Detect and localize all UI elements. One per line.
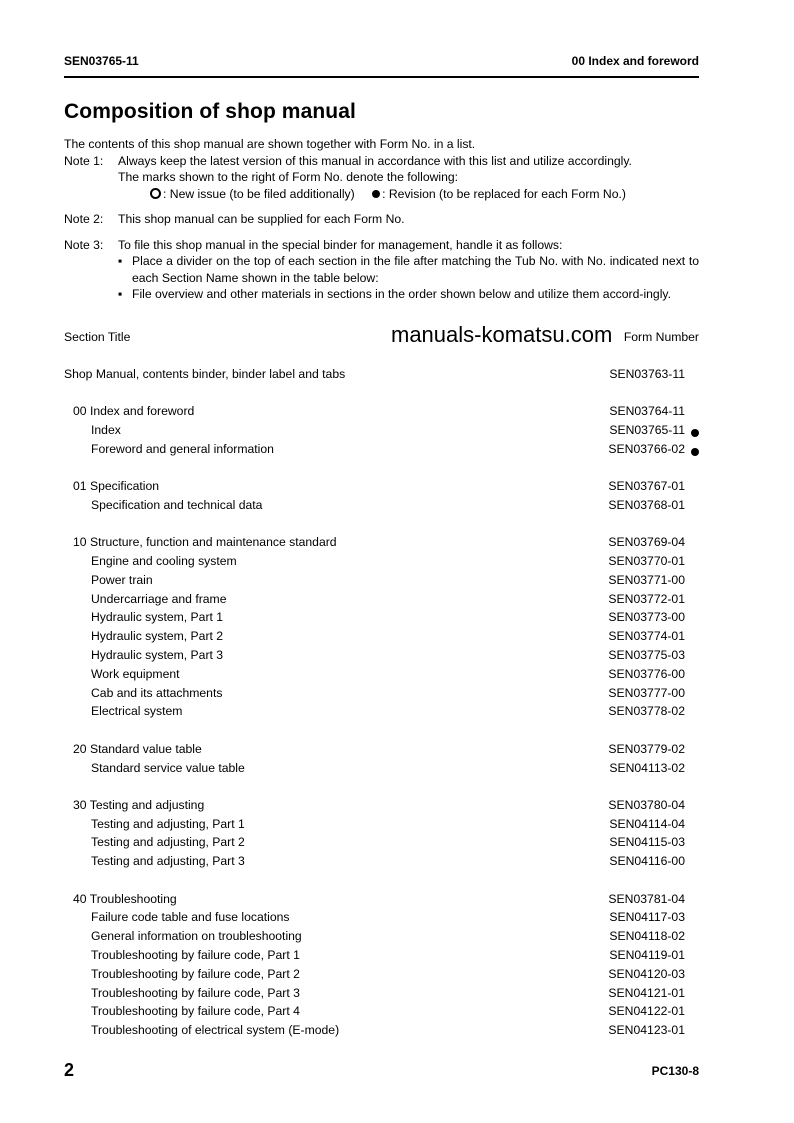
table-row bbox=[64, 967, 699, 986]
form-number: SEN03770-01 bbox=[608, 554, 685, 569]
form-number: SEN03768-01 bbox=[608, 497, 685, 512]
section-title: Testing and adjusting, Part 1 bbox=[91, 816, 245, 831]
form-number: SEN03765-11 bbox=[609, 423, 685, 438]
bullet-text: Place a divider on the top of each section in the file after matching the Tub No. with No. indicated next to each Section Name shown in the table below: bbox=[132, 254, 699, 285]
table-row bbox=[64, 854, 699, 873]
form-number: SEN03776-00 bbox=[608, 666, 685, 681]
section-title: Troubleshooting of electrical system (E-mode) bbox=[91, 1023, 340, 1038]
section-title: 40 Troubleshooting bbox=[73, 891, 177, 906]
form-number: SEN04119-01 bbox=[609, 947, 685, 962]
section-title: 01 Specification bbox=[73, 479, 160, 494]
section-title: Index bbox=[91, 423, 121, 438]
section-title: Hydraulic system, Part 3 bbox=[91, 648, 224, 663]
table-row bbox=[64, 629, 699, 648]
table-row bbox=[64, 479, 699, 498]
table-row bbox=[64, 573, 699, 592]
note-label: Note 1: bbox=[64, 153, 104, 168]
bullet-icon: ▪ bbox=[118, 287, 123, 301]
form-number: SEN03774-01 bbox=[608, 629, 685, 644]
section-title: Troubleshooting by failure code, Part 4 bbox=[91, 1004, 300, 1019]
table-row bbox=[64, 404, 699, 423]
note-1 bbox=[64, 153, 699, 170]
section-title: General information on troubleshooting bbox=[91, 929, 302, 944]
section-title: Work equipment bbox=[91, 666, 180, 681]
form-number: SEN04114-04 bbox=[609, 816, 685, 831]
column-form-number: Form Number bbox=[623, 330, 699, 344]
group-spacer bbox=[64, 517, 699, 536]
note-2 bbox=[64, 211, 699, 228]
section-title: 20 Standard value table bbox=[73, 741, 202, 756]
note-label: Note 3: bbox=[64, 237, 104, 252]
section-title: Hydraulic system, Part 1 bbox=[91, 610, 224, 625]
table-row bbox=[64, 929, 699, 948]
section-title: 00 Index and foreword bbox=[73, 404, 195, 419]
revision-dot-icon bbox=[691, 448, 699, 456]
form-number: SEN03767-01 bbox=[608, 479, 685, 494]
page-number: 2 bbox=[64, 1060, 75, 1080]
table-row bbox=[64, 817, 699, 836]
form-number: SEN04117-03 bbox=[609, 910, 685, 925]
table-row bbox=[64, 798, 699, 817]
section-title: Power train bbox=[91, 572, 153, 587]
revision-dot-icon bbox=[691, 429, 699, 437]
model-number: PC130-8 bbox=[651, 1064, 699, 1078]
new-issue-circle-icon bbox=[150, 188, 161, 199]
section-title: Specification and technical data bbox=[91, 497, 263, 512]
section-title: Testing and adjusting, Part 3 bbox=[91, 854, 245, 869]
form-number: SEN03780-04 bbox=[608, 797, 685, 812]
form-number: SEN04116-00 bbox=[609, 854, 685, 869]
section-title: Foreword and general information bbox=[91, 441, 274, 456]
form-number: SEN03777-00 bbox=[608, 685, 685, 700]
note-1-line-2: The marks shown to the right of Form No. denote the following: bbox=[118, 170, 459, 184]
group-spacer bbox=[64, 779, 699, 798]
table-row bbox=[64, 686, 699, 705]
page-header bbox=[64, 54, 699, 70]
table-row bbox=[64, 667, 699, 686]
header-section: 00 Index and foreword bbox=[571, 54, 699, 68]
table-row bbox=[64, 498, 699, 517]
section-title: Troubleshooting by failure code, Part 3 bbox=[91, 985, 300, 1000]
form-number: SEN03773-00 bbox=[608, 610, 685, 625]
form-number: SEN04118-02 bbox=[609, 929, 685, 944]
table-row bbox=[64, 704, 699, 723]
group-spacer bbox=[64, 461, 699, 480]
form-number: SEN03763-11 bbox=[609, 367, 685, 381]
note-label: Note 2: bbox=[64, 212, 104, 226]
page-title: Composition of shop manual bbox=[64, 100, 356, 123]
form-number: SEN04123-01 bbox=[608, 1023, 685, 1038]
section-title: Troubleshooting by failure code, Part 1 bbox=[91, 947, 300, 962]
note-text: This shop manual can be supplied for each Form No. bbox=[118, 212, 405, 226]
form-number: SEN03771-00 bbox=[608, 572, 685, 587]
section-title: Engine and cooling system bbox=[91, 554, 237, 569]
manual-page bbox=[64, 0, 699, 1123]
group-spacer bbox=[64, 723, 699, 742]
mark-new-label: : New issue (to be filed additionally) bbox=[163, 186, 355, 201]
table-row bbox=[64, 442, 699, 461]
bullet-icon: ▪ bbox=[118, 254, 123, 268]
intro-lead: The contents of this shop manual are shown together with Form No. in a list. bbox=[64, 137, 476, 151]
form-number: SEN04113-02 bbox=[609, 760, 685, 775]
composition-table bbox=[64, 367, 699, 1042]
section-title: Undercarriage and frame bbox=[91, 591, 227, 606]
table-row bbox=[64, 423, 699, 442]
form-number: SEN03769-04 bbox=[608, 535, 685, 550]
section-title: Cab and its attachments bbox=[91, 685, 223, 700]
table-row bbox=[64, 1023, 699, 1042]
section-title: 30 Testing and adjusting bbox=[73, 797, 205, 812]
mark-revision-label: : Revision (to be replaced for each Form No.) bbox=[382, 186, 626, 201]
section-title: Electrical system bbox=[91, 704, 183, 719]
table-row bbox=[64, 1004, 699, 1023]
doc-number: SEN03765-11 bbox=[64, 54, 139, 68]
form-number: SEN04120-03 bbox=[608, 966, 685, 981]
table-row bbox=[64, 892, 699, 911]
form-number: SEN03764-11 bbox=[609, 404, 685, 419]
watermark: manuals-komatsu.com bbox=[391, 322, 613, 347]
section-title: Testing and adjusting, Part 2 bbox=[91, 835, 245, 850]
section-title: Hydraulic system, Part 2 bbox=[91, 629, 224, 644]
table-row bbox=[64, 761, 699, 780]
table-row bbox=[64, 367, 699, 386]
column-section-title: Section Title bbox=[64, 330, 131, 344]
table-row bbox=[64, 948, 699, 967]
form-number: SEN03775-03 bbox=[608, 648, 685, 663]
form-number: SEN03766-02 bbox=[608, 441, 685, 456]
table-row bbox=[64, 648, 699, 667]
note-text: Always keep the latest version of this manual in accordance with this list and utilize accordingly. bbox=[118, 153, 632, 168]
form-number: SEN03772-01 bbox=[608, 591, 685, 606]
section-title: Troubleshooting by failure code, Part 2 bbox=[91, 966, 300, 981]
table-row bbox=[64, 910, 699, 929]
table-row bbox=[64, 835, 699, 854]
form-number: SEN03779-02 bbox=[608, 741, 685, 756]
group-spacer bbox=[64, 873, 699, 892]
form-number: SEN04121-01 bbox=[608, 985, 685, 1000]
table-row bbox=[64, 742, 699, 761]
form-number: SEN03781-04 bbox=[608, 891, 685, 906]
mark-legend bbox=[150, 186, 699, 203]
form-number: SEN03778-02 bbox=[608, 704, 685, 719]
table-row bbox=[64, 554, 699, 573]
form-number: SEN04115-03 bbox=[609, 835, 685, 850]
form-number: SEN04122-01 bbox=[608, 1004, 685, 1019]
bullet-text: File overview and other materials in sections in the order shown below and utilize them accord-ingly. bbox=[132, 287, 671, 301]
note-3 bbox=[64, 237, 699, 254]
intro-notes bbox=[64, 136, 699, 303]
table-row bbox=[64, 592, 699, 611]
note-text: To file this shop manual in the special binder for management, handle it as follows: bbox=[118, 237, 563, 252]
page-footer bbox=[64, 1060, 699, 1082]
table-row bbox=[64, 535, 699, 554]
section-title: Failure code table and fuse locations bbox=[91, 910, 290, 925]
table-row bbox=[64, 610, 699, 629]
revision-dot-icon bbox=[372, 190, 380, 198]
group-spacer bbox=[64, 386, 699, 405]
bullet-item bbox=[118, 253, 699, 286]
table-row bbox=[64, 986, 699, 1005]
bullet-item bbox=[118, 286, 699, 303]
section-title: 10 Structure, function and maintenance standard bbox=[73, 535, 337, 550]
section-title: Shop Manual, contents binder, binder label and tabs bbox=[64, 367, 346, 381]
header-divider bbox=[64, 76, 699, 78]
section-title: Standard service value table bbox=[91, 760, 245, 775]
